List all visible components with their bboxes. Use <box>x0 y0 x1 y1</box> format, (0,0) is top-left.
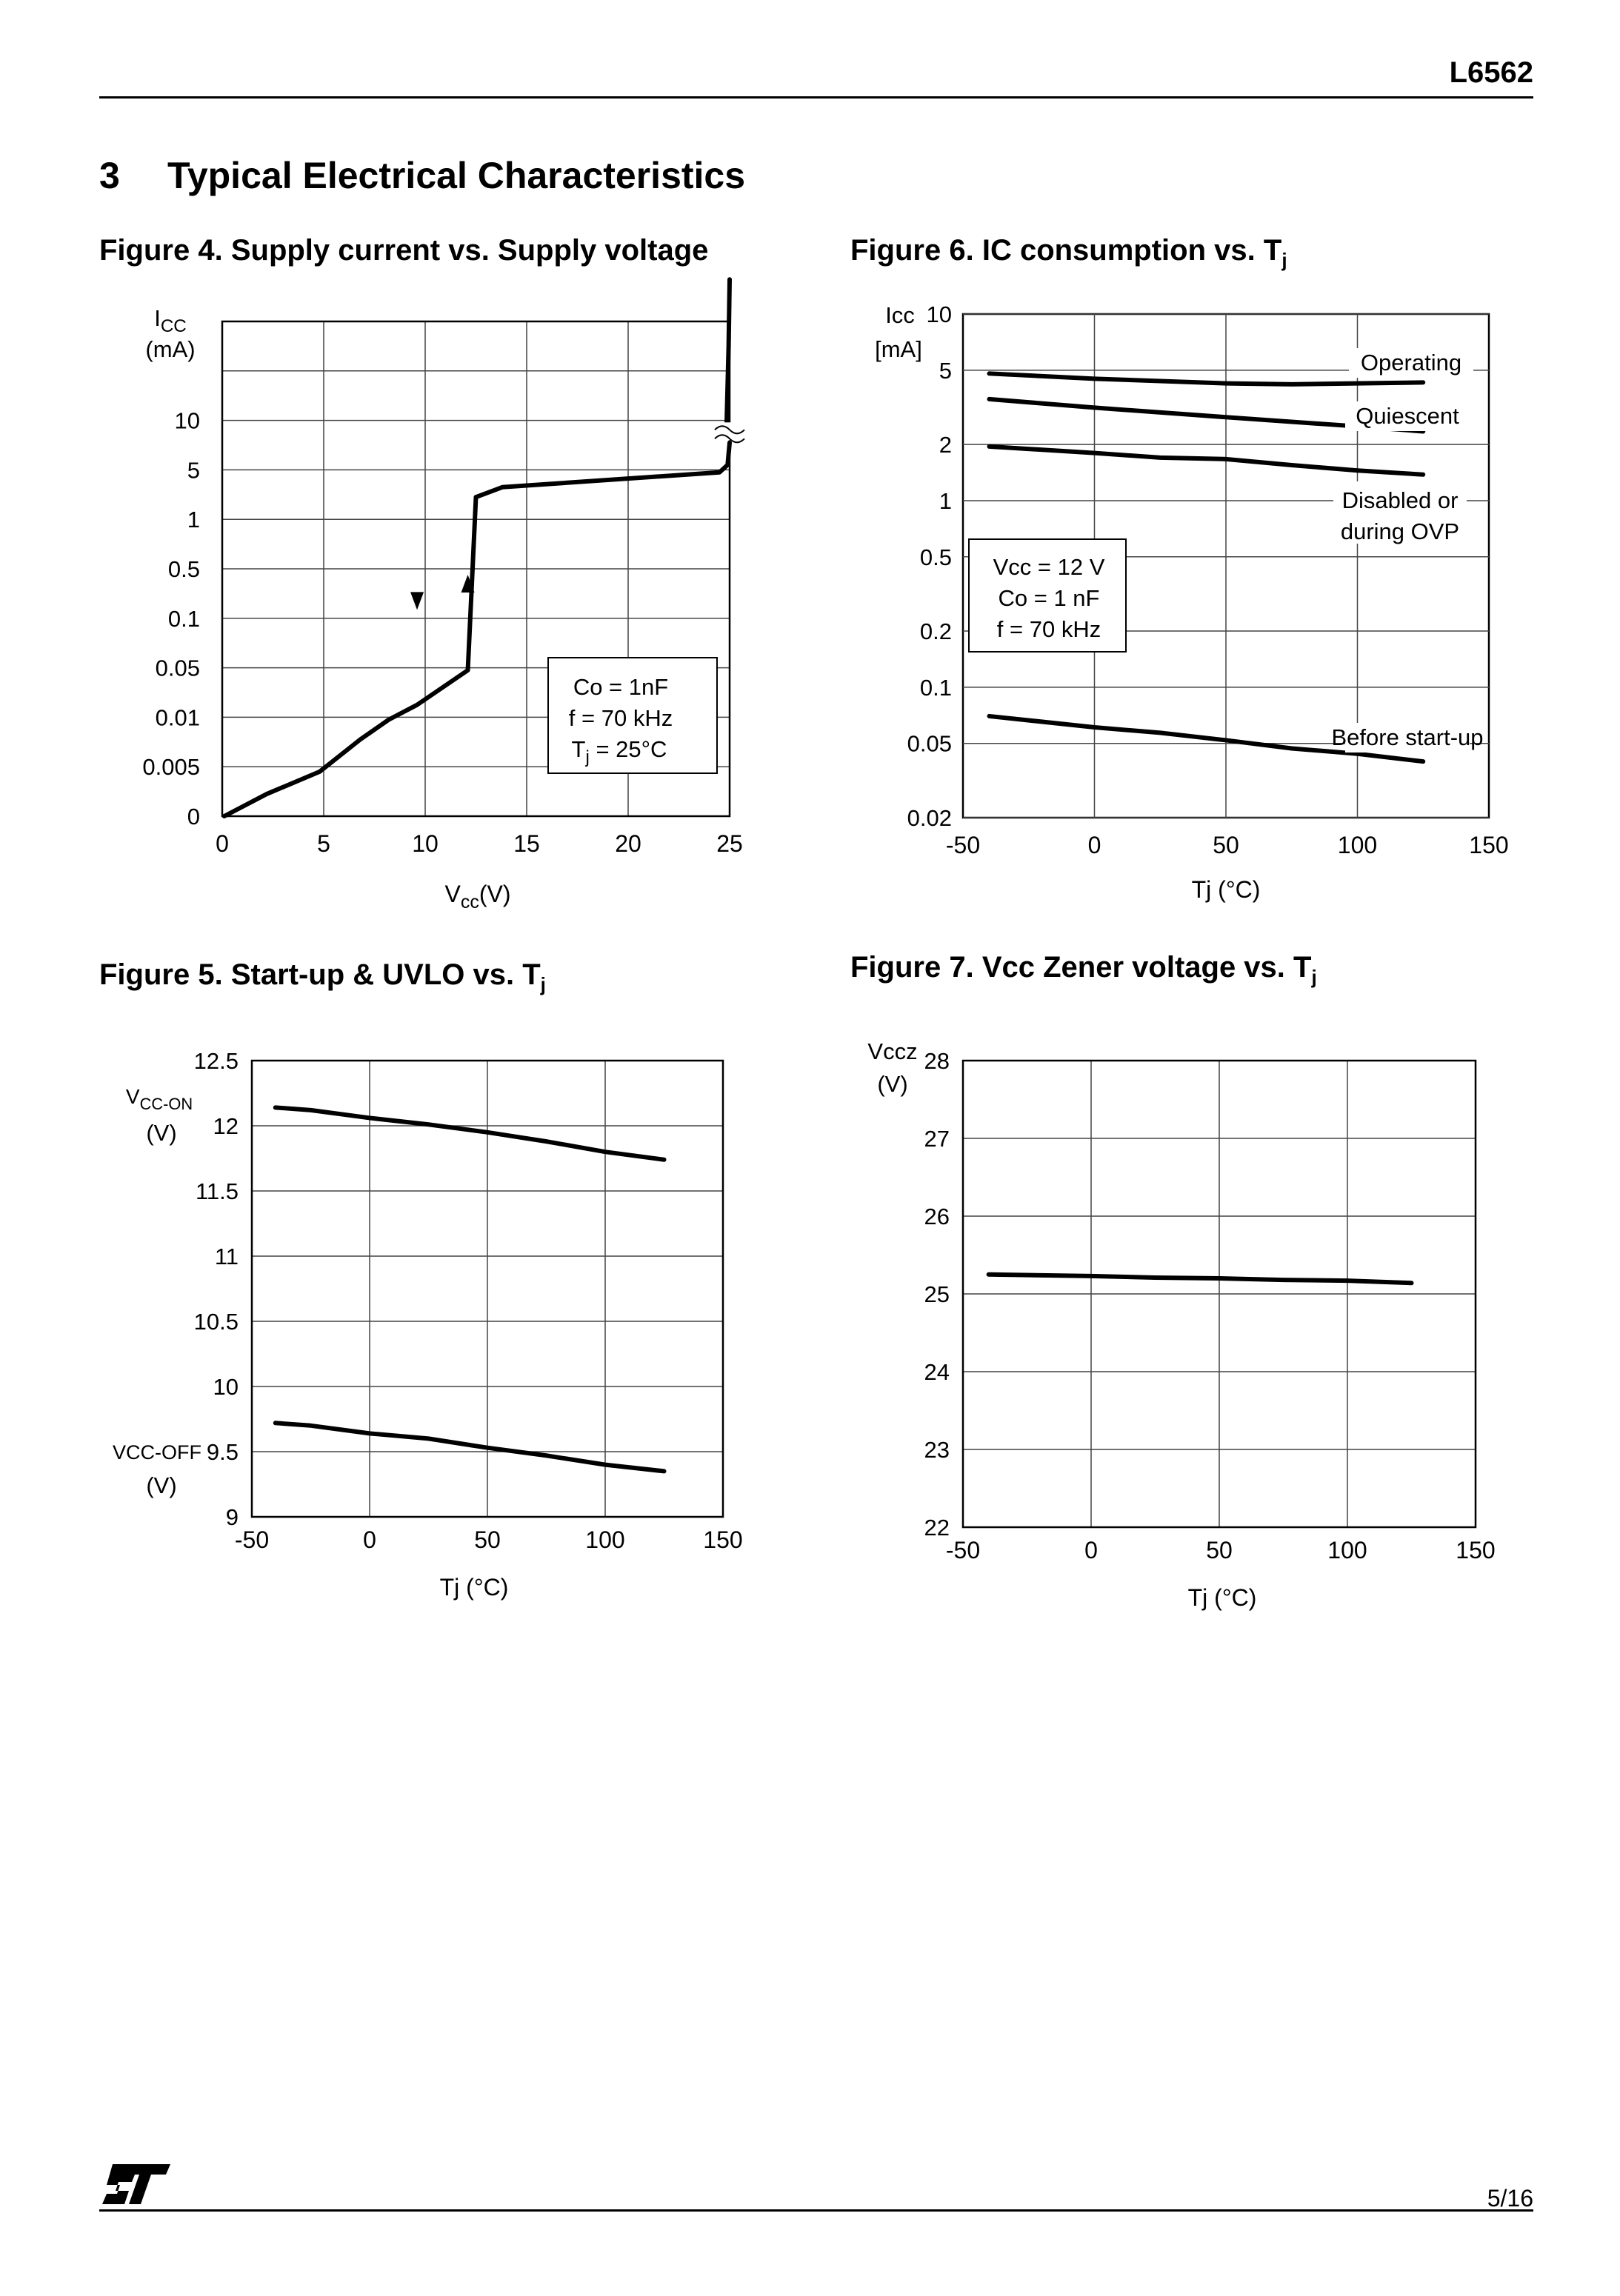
fig5-x-tick-label: -50 <box>234 1526 270 1553</box>
fig4-y-tick-label: 0.01 <box>155 704 200 731</box>
figure-7-caption: Vcc Zener voltage vs. T <box>981 951 1312 984</box>
fig6-series-label-disabled: during OVP <box>1340 518 1460 544</box>
fig4-axis-break-mask <box>713 422 746 440</box>
fig5-series-vcc-on-line <box>276 1107 664 1159</box>
fig5-y-tick-label: 9.5 <box>206 1439 239 1465</box>
fig4-y-label-sub: CC <box>160 316 187 336</box>
fig6-condition-line: Vcc = 12 V <box>993 554 1105 580</box>
fig7-y-tick-label: 27 <box>924 1126 950 1152</box>
fig4-y-unit: (mA) <box>145 336 196 362</box>
fig5-vcc-on-label-main: V <box>125 1085 140 1108</box>
fig7-x-tick-label: 50 <box>1206 1537 1233 1564</box>
fig6-series-line-2 <box>990 447 1424 475</box>
fig5-x-tick-label: 100 <box>585 1526 625 1553</box>
fig4-x-tick-label: 10 <box>412 830 439 857</box>
fig6-x-label: Tj (°C) <box>1191 876 1261 903</box>
fig5-vcc-on-unit: (V) <box>146 1120 177 1146</box>
fig6-x-tick-label: -50 <box>945 832 981 858</box>
fig6-y-tick-label: 0.5 <box>919 544 952 570</box>
fig6-condition-line: Co = 1 nF <box>998 585 1100 611</box>
st-logo-icon <box>99 2161 173 2207</box>
fig7-y-tick-label: 28 <box>924 1048 950 1074</box>
section-number: 3 <box>99 155 120 196</box>
fig4-x-tick-label: 15 <box>513 830 540 857</box>
figure-4-caption: Supply current vs. Supply voltage <box>230 234 709 267</box>
fig6-x-tick-label: 100 <box>1337 832 1378 858</box>
fig7-y-tick-label: 26 <box>924 1204 950 1229</box>
fig5-x-tick-label: 50 <box>474 1526 501 1553</box>
fig7-y-unit: (V) <box>877 1071 908 1097</box>
fig4-condition-line: f = 70 kHz <box>568 705 673 731</box>
fig4-y-tick-label: 1 <box>187 507 200 533</box>
fig6-y-tick-label: 10 <box>926 301 952 327</box>
fig6-series-label: Operating <box>1360 350 1462 376</box>
fig5-y-tick-label: 11.5 <box>195 1178 239 1204</box>
fig4-condition-line: Co = 1nF <box>573 674 669 700</box>
fig7-y-tick-label: 24 <box>924 1359 950 1385</box>
fig4-y-tick-label: 10 <box>174 407 200 434</box>
document-code: L6562 <box>1449 56 1533 89</box>
fig5-vcc-off-unit: (V) <box>146 1472 177 1498</box>
fig4-y-tick-label: 0.005 <box>142 754 200 781</box>
fig4-x-label <box>445 881 511 912</box>
fig5-y-tick-label: 12.5 <box>193 1048 239 1074</box>
fig5-y-tick-label: 12 <box>213 1113 239 1139</box>
fig6-y-label: Icc <box>885 302 915 328</box>
figure-6-caption-subscript: j <box>1281 249 1287 271</box>
fig4-arrow-down-icon <box>410 592 424 610</box>
fig7-y-label: Vccz <box>867 1038 918 1064</box>
fig6-y-tick-label: 0.1 <box>919 674 952 701</box>
st-logo <box>99 2161 173 2211</box>
fig5-y-tick-label: 10.5 <box>193 1309 239 1335</box>
fig4-condition-tj-sub: j <box>585 747 590 767</box>
figure-7-number: Figure 7. <box>850 951 974 984</box>
fig4-x-label-rest: (V) <box>479 881 511 907</box>
fig6-y-tick-label: 0.2 <box>919 618 952 645</box>
fig4-y-tick-label: 0 <box>187 804 200 830</box>
fig6-y-tick-label: 0.05 <box>907 730 952 757</box>
figure-5-number: Figure 5. <box>99 958 223 991</box>
fig6-x-tick-label: 50 <box>1213 832 1239 858</box>
fig4-x-label-main: V <box>444 881 461 907</box>
fig7-x-tick-label: 100 <box>1327 1537 1367 1564</box>
section-title: Typical Electrical Characteristics <box>167 155 746 196</box>
fig7-grid <box>963 1061 1476 1527</box>
fig7-x-label: Tj (°C) <box>1187 1584 1257 1611</box>
fig6-y-tick-label: 0.02 <box>907 805 952 831</box>
fig6-y-unit: [mA] <box>875 336 922 362</box>
fig7-series-vccz-line <box>989 1275 1412 1284</box>
fig5-vcc-off-label: VCC-OFF <box>113 1441 201 1464</box>
fig5-vcc-on-label-sub: CC-ON <box>139 1095 193 1113</box>
figure-5-caption: Start-up & UVLO vs. T <box>230 958 541 991</box>
figure-5-caption-subscript: j <box>540 973 546 995</box>
figure-7-caption-subscript: j <box>1311 966 1317 988</box>
fig4-x-tick-label: 5 <box>317 830 330 857</box>
fig5-y-tick-label: 11 <box>214 1244 239 1269</box>
fig6-x-tick-label: 150 <box>1469 832 1509 858</box>
figure-6-number: Figure 6. <box>850 234 974 267</box>
fig6-y-tick-label: 2 <box>939 432 952 458</box>
fig5-x-label: Tj (°C) <box>439 1574 509 1601</box>
fig6-y-tick-label: 5 <box>939 357 952 384</box>
fig5-x-tick-label: 150 <box>703 1526 743 1553</box>
figure-4-number: Figure 4. <box>99 234 223 267</box>
fig4-y-tick-label: 5 <box>187 457 200 484</box>
fig4-y-tick-label: 0.05 <box>155 655 200 681</box>
footer-rule <box>99 2209 1533 2212</box>
fig4-condition-tj-rest: = 25°C <box>589 736 667 762</box>
fig4-y-tick-label: 0.1 <box>167 605 200 632</box>
fig7-y-tick-label: 23 <box>924 1437 950 1463</box>
fig7-y-tick-label: 22 <box>924 1515 950 1541</box>
figure-6-caption: IC consumption vs. T <box>981 234 1282 267</box>
fig6-condition-line: f = 70 kHz <box>996 616 1101 642</box>
fig5-series-vcc-off-line <box>276 1423 664 1471</box>
fig4-y-tick-label: 0.5 <box>167 556 200 582</box>
fig7-x-tick-label: 150 <box>1456 1537 1496 1564</box>
fig4-x-label-sub: cc <box>460 892 479 912</box>
fig7-x-tick-label: -50 <box>945 1537 981 1564</box>
fig4-condition-tj-main: T <box>571 736 586 762</box>
fig4-x-tick-label: 25 <box>716 830 743 857</box>
fig4-series-zener-line <box>727 279 730 425</box>
fig5-x-tick-label: 0 <box>363 1526 376 1553</box>
fig5-vcc-on-label <box>126 1085 193 1113</box>
fig6-y-tick-label: 1 <box>939 487 952 514</box>
fig6-series-label: Quiescent <box>1356 403 1459 429</box>
fig5-y-tick-label: 9 <box>225 1504 239 1530</box>
fig4-x-tick-label: 0 <box>216 830 229 857</box>
fig7-x-tick-label: 0 <box>1084 1537 1098 1564</box>
fig4-y-label-main: I <box>154 305 161 331</box>
fig4-x-tick-label: 20 <box>615 830 641 857</box>
fig5-y-tick-label: 10 <box>213 1374 239 1400</box>
fig6-series-label: Before start-up <box>1331 724 1484 750</box>
fig7-y-tick-label: 25 <box>924 1281 950 1307</box>
fig4-y-label <box>154 305 187 336</box>
fig6-series-label-disabled: Disabled or <box>1341 487 1459 513</box>
page-number: 5/16 <box>1487 2185 1533 2212</box>
fig6-x-tick-label: 0 <box>1087 832 1101 858</box>
